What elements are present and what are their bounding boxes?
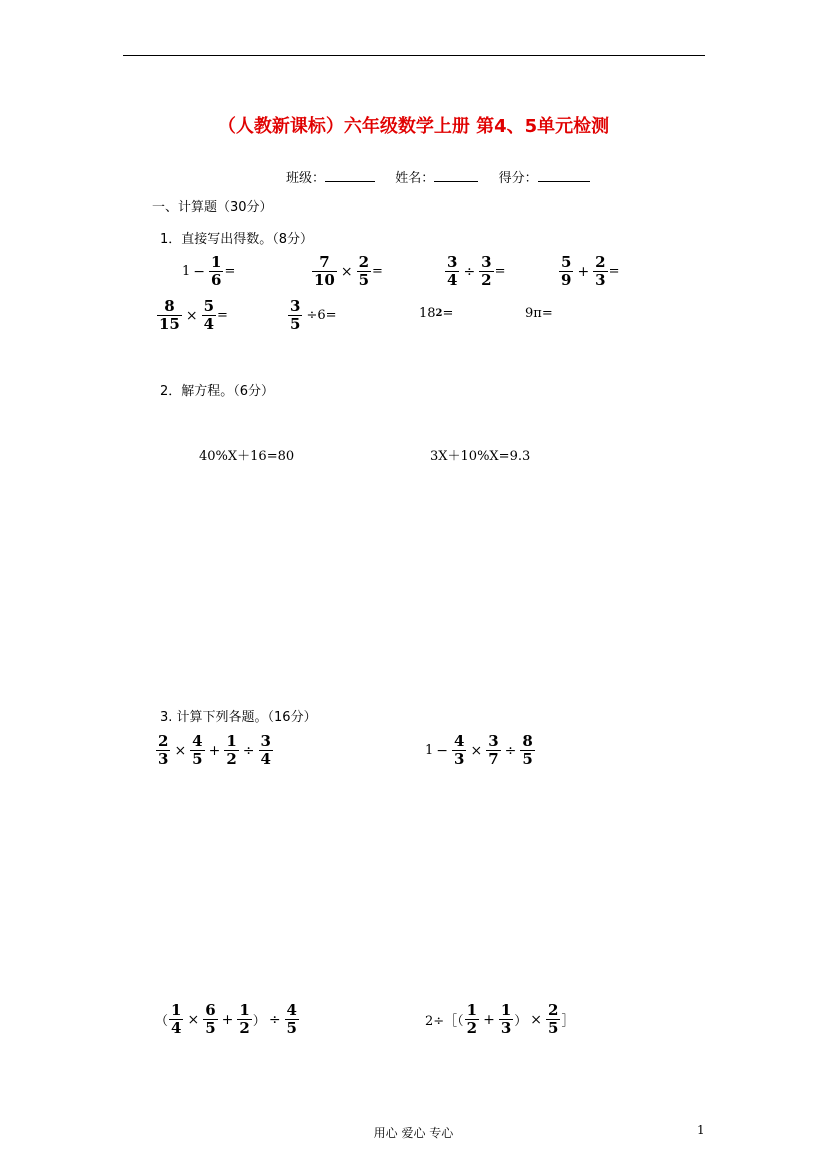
header-rule: [123, 55, 705, 56]
operator: ×: [470, 742, 483, 759]
fraction: [486, 733, 500, 768]
denominator: 4: [447, 271, 458, 289]
fraction: [157, 298, 182, 333]
term: 2÷［（: [425, 1014, 464, 1029]
numerator: 5: [203, 297, 215, 315]
denominator: 4: [203, 315, 215, 333]
operator: ×: [185, 307, 198, 324]
q2-equation-2: 3X＋10%X=9.3: [430, 449, 531, 464]
fraction: [357, 254, 371, 289]
left-paren: （: [155, 1014, 169, 1029]
operator: +: [221, 1011, 234, 1028]
operator: +: [577, 263, 590, 280]
q3-problem-2: [425, 733, 536, 768]
denominator: 10: [314, 271, 335, 289]
denominator: 5: [522, 750, 533, 768]
fraction: [203, 1002, 217, 1037]
equals-sign: =: [372, 264, 383, 279]
denominator: 5: [205, 1019, 216, 1037]
fraction: [288, 298, 302, 333]
class-blank[interactable]: [325, 181, 375, 182]
fraction: [190, 733, 204, 768]
footer-motto: 用心 爱心 专心: [373, 1126, 454, 1140]
fraction: [520, 733, 534, 768]
denominator: 3: [454, 750, 465, 768]
numerator: 2: [595, 253, 606, 271]
term: 1: [182, 264, 191, 279]
denominator: 4: [260, 750, 271, 768]
fraction: [546, 1002, 560, 1037]
denominator: 5: [286, 1019, 297, 1037]
operator: ÷: [268, 1011, 281, 1028]
equals-sign: =: [217, 308, 228, 323]
q1-expr-3: [444, 254, 506, 289]
denominator: 5: [548, 1019, 559, 1037]
denominator: 2: [481, 271, 492, 289]
numerator: 1: [239, 1001, 250, 1019]
operator: ÷: [242, 742, 255, 759]
score-blank[interactable]: [538, 181, 590, 182]
numerator: 6: [205, 1001, 216, 1019]
denominator: 5: [358, 271, 370, 289]
numerator: 1: [211, 253, 222, 271]
fraction: [209, 254, 223, 289]
fraction: [312, 254, 337, 289]
name-blank[interactable]: [434, 181, 478, 182]
numerator: 1: [226, 732, 237, 750]
operator: ×: [340, 263, 353, 280]
exponent: 2: [435, 308, 443, 319]
page-title: （人教新课标）六年级数学上册 第4、5单元检测: [217, 116, 610, 137]
q1-expr-8: 9π=: [525, 306, 553, 321]
fraction: [593, 254, 607, 289]
denominator: 3: [595, 271, 606, 289]
numerator: 4: [192, 732, 203, 750]
q1-expr-1: [182, 254, 235, 289]
right-paren: ）: [252, 1014, 266, 1029]
class-label: 班级：: [286, 171, 326, 186]
section-heading: 一、计算题（30分）: [152, 200, 273, 215]
numerator: 1: [171, 1001, 182, 1019]
score-label: 得分：: [498, 171, 538, 186]
q2-equation-1: 40%X＋16=80: [199, 449, 295, 464]
fraction: [452, 733, 466, 768]
numerator: 2: [358, 253, 370, 271]
fraction: [259, 733, 273, 768]
equals-sign: =: [494, 264, 506, 279]
q1-expr-5: [156, 298, 228, 333]
numerator: 8: [522, 732, 533, 750]
q1-expr-2: [311, 254, 383, 289]
numerator: 1: [500, 1001, 512, 1019]
operator: −: [193, 263, 206, 280]
numerator: 3: [481, 253, 492, 271]
numerator: 8: [164, 297, 175, 315]
q1-label: 1．直接写出得数。（8分）: [160, 232, 314, 247]
operator: ×: [174, 742, 187, 759]
denominator: 2: [226, 750, 237, 768]
denominator: 15: [159, 315, 180, 333]
right-paren: ）: [514, 1014, 528, 1029]
q1-expr-4: [558, 254, 620, 289]
equals-sign: =: [608, 264, 620, 279]
q1-expr-7: [419, 306, 453, 321]
numerator: 3: [290, 297, 301, 315]
numerator: 1: [466, 1001, 478, 1019]
equals-sign: =: [224, 264, 236, 279]
q3-problem-1: [155, 733, 274, 768]
operator: ÷: [463, 263, 476, 280]
operator: +: [483, 1011, 495, 1028]
numerator: 2: [548, 1001, 559, 1019]
numerator: 5: [561, 253, 572, 271]
numerator: 3: [488, 732, 499, 750]
page-number: 1: [697, 1123, 705, 1137]
fraction: [499, 1002, 513, 1037]
denominator: 2: [466, 1019, 478, 1037]
fraction: [465, 1002, 479, 1037]
numerator: 2: [158, 732, 169, 750]
fraction: [285, 1002, 299, 1037]
term: 1: [425, 743, 434, 758]
denominator: 9: [561, 271, 572, 289]
fraction: [224, 733, 238, 768]
operator: −: [436, 742, 449, 759]
numerator: 4: [454, 732, 465, 750]
denominator: 4: [171, 1019, 182, 1037]
fraction: [169, 1002, 183, 1037]
denominator: 3: [500, 1019, 512, 1037]
q1-expr-6: [287, 298, 337, 333]
q3-label: 3. 计算下列各题。（16分）: [160, 710, 317, 725]
fraction: [445, 254, 459, 289]
term: ÷6=: [306, 308, 337, 323]
q3-problem-4: [425, 1002, 574, 1037]
q3-problem-3: [155, 1002, 300, 1037]
equals-sign: =: [442, 306, 454, 321]
operator: ÷: [504, 742, 517, 759]
right-bracket: ］: [561, 1014, 575, 1029]
name-label: 姓名：: [395, 171, 435, 186]
denominator: 7: [488, 750, 499, 768]
denominator: 5: [192, 750, 203, 768]
operator: +: [208, 742, 221, 759]
q2-label: 2．解方程。（6分）: [160, 384, 275, 399]
denominator: 3: [158, 750, 169, 768]
fraction: [237, 1002, 251, 1037]
operator: ×: [187, 1011, 200, 1028]
denominator: 6: [211, 271, 222, 289]
numerator: 3: [447, 253, 458, 271]
student-info: [286, 167, 590, 186]
numerator: 7: [319, 253, 330, 271]
numerator: 4: [286, 1001, 297, 1019]
fraction: [202, 298, 216, 333]
fraction: [479, 254, 493, 289]
fraction: [156, 733, 170, 768]
numerator: 3: [260, 732, 271, 750]
fraction: [559, 254, 573, 289]
operator: ×: [530, 1011, 543, 1028]
denominator: 5: [290, 315, 301, 333]
denominator: 2: [239, 1019, 250, 1037]
base: 18: [419, 306, 436, 321]
